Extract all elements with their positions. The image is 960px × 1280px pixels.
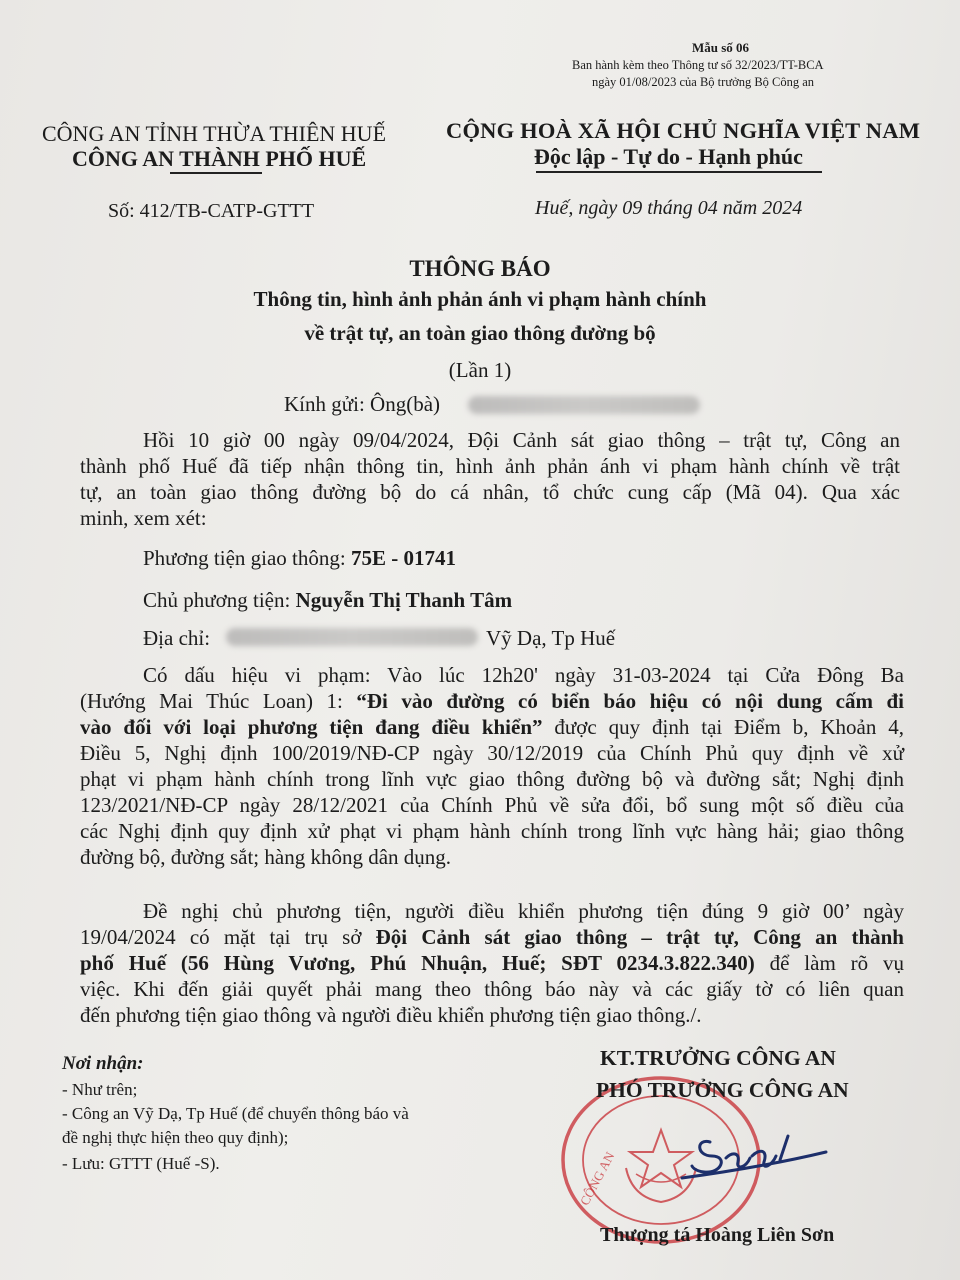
vehicle-row — [143, 546, 456, 571]
motto-underline — [536, 171, 822, 173]
violation-line-2: (Hướng Mai Thúc Loan) 1: “Đi vào đường có biển báo hiệu có nội dung cấm đi — [80, 689, 905, 713]
request-address: phố Huế (56 Hùng Vương, Phú Nhuận, Huế; SĐT 0234.3.822.340) — [80, 951, 755, 975]
recipients-item: - Lưu: GTTT (Huế -S). — [62, 1154, 220, 1173]
svg-text:CÔNG AN: CÔNG AN — [576, 1149, 618, 1208]
owner-name: Nguyễn Thị Thanh Tâm — [295, 588, 513, 612]
request-line-2: 19/04/2024 có mặt tại trụ sở Đội Cảnh sát giao thông – trật tự, Công an thành — [80, 925, 904, 949]
redacted-recipient-name — [468, 396, 700, 414]
recipients-title: Nơi nhận: — [62, 1053, 144, 1074]
intro-line-1: Hồi 10 giờ 00 ngày 09/04/2024, Đội Cảnh sát giao thông – trật tự, Công an — [143, 428, 900, 452]
org-underline — [170, 172, 262, 174]
redacted-address — [226, 628, 478, 646]
republic-title: CỘNG HOÀ XÃ HỘI CHỦ NGHĨA VIỆT NAM — [446, 118, 921, 143]
paragraph-intro — [80, 427, 900, 531]
form-issued-line2: ngày 01/08/2023 của Bộ trưởng Bộ Công an — [592, 75, 815, 89]
owner-label: Chủ phương tiện: — [143, 588, 296, 612]
violation-line-5: phạt vi phạm hành chính trong lĩnh vực giao thông đường bộ và đường sắt; Nghị định — [80, 767, 904, 791]
violation-line-3: vào đối với loại phương tiện đang điều khiển” được quy định tại Điểm b, Khoản 4, — [80, 715, 904, 739]
signer-name: Thượng tá Hoàng Liên Sơn — [600, 1224, 835, 1246]
request-line-4: việc. Khi đến giải quyết phải mang theo thông báo này và các giấy tờ có liên quan — [80, 977, 904, 1001]
recipients-item: đề nghị thực hiện theo quy định); — [62, 1128, 289, 1147]
request-line-5: đến phương tiện giao thông và người điều khiển phương tiện giao thông./. — [80, 1003, 702, 1027]
violation-line-4: Điều 5, Nghị định 100/2019/NĐ-CP ngày 30/12/2019 của Chính Phủ quy định về xử — [80, 741, 904, 765]
org-name: CÔNG AN THÀNH PHỐ HUẾ — [72, 146, 367, 171]
violation-line-1: Có dấu hiệu vi phạm: Vào lúc 12h20' ngày 31-03-2024 tại Cửa Đông Ba — [143, 663, 904, 687]
signature-title-2: PHÓ TRƯỞNG CÔNG AN — [596, 1078, 849, 1102]
owner-row — [143, 588, 512, 613]
violation-line-7: các Nghị định quy định xử phạt vi phạm hành chính trong lĩnh vực hàng hải; giao thông — [80, 819, 904, 843]
document-number: Số: 412/TB-CATP-GTTT — [108, 200, 315, 222]
request-line-3: phố Huế (56 Hùng Vương, Phú Nhuận, Huế; SĐT 0234.3.822.340) để làm rõ vụ — [80, 951, 904, 975]
recipients-item: - Công an Vỹ Dạ, Tp Huế (để chuyển thông báo và — [62, 1104, 409, 1123]
org-parent: CÔNG AN TỈNH THỪA THIÊN HUẾ — [42, 121, 387, 146]
handwritten-signature — [676, 1122, 836, 1192]
paragraph-request — [80, 898, 904, 1028]
document-subtitle-2: về trật tự, an toàn giao thông đường bộ — [304, 321, 656, 345]
document-title: THÔNG BÁO — [409, 256, 551, 281]
recipient-label: Kính gửi: Ông(bà) — [284, 392, 441, 416]
notice-iteration: (Lần 1) — [448, 358, 512, 382]
vehicle-label: Phương tiện giao thông: — [143, 546, 351, 570]
request-line-1: Đề nghị chủ phương tiện, người điều khiển phương tiện đúng 9 giờ 00’ ngày — [143, 899, 904, 923]
request-office: Đội Cảnh sát giao thông – trật tự, Công an thành — [375, 925, 904, 949]
form-number: Mẫu số 06 — [692, 40, 750, 55]
place-date: Huế, ngày 09 tháng 04 năm 2024 — [535, 197, 803, 219]
intro-line-3: tự, an toàn giao thông đường bộ do cá nhân, tổ chức cung cấp (Mã 04). Qua xác — [80, 480, 900, 504]
violation-line-8: đường bộ, đường sắt; hàng không dân dụng. — [80, 845, 452, 869]
signature-icon — [676, 1122, 836, 1192]
violation-line-6: 123/2021/NĐ-CP ngày 28/12/2021 của Chính Phủ về sửa đổi, bổ sung một số điều của — [80, 793, 904, 817]
address-value: Vỹ Dạ, Tp Huế — [486, 626, 616, 650]
intro-line-4: minh, xem xét: — [80, 506, 207, 530]
address-label: Địa chỉ: — [143, 626, 211, 650]
signature-title-1: KT.TRƯỞNG CÔNG AN — [600, 1046, 836, 1070]
intro-line-2: thành phố Huế đã tiếp nhận thông tin, hình ảnh phản ánh vi phạm hành chính về trật — [80, 454, 900, 478]
form-issued-line1: Ban hành kèm theo Thông tư số 32/2023/TT-BCA — [572, 58, 824, 72]
recipients-item: - Như trên; — [62, 1080, 138, 1099]
document-subtitle-1: Thông tin, hình ảnh phản ánh vi phạm hành chính — [253, 287, 707, 311]
paragraph-violation — [80, 662, 904, 870]
national-motto: Độc lập - Tự do - Hạnh phúc — [534, 144, 803, 169]
violation-quote-part2: vào đối với loại phương tiện đang điều khiển” — [80, 715, 543, 739]
violation-quote-part1: “Đi vào đường có biển báo hiệu có nội dung cấm đi — [356, 689, 905, 713]
vehicle-plate: 75E - 01741 — [350, 546, 456, 570]
